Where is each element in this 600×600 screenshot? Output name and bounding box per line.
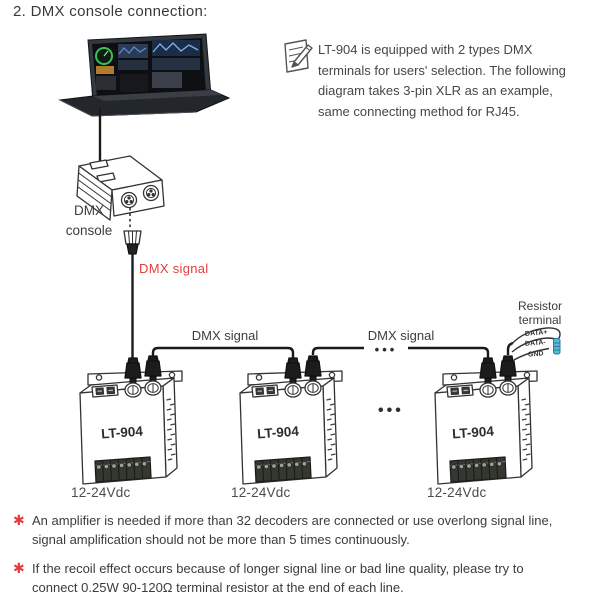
cable-decoder1-to-decoder2 — [153, 348, 293, 359]
note-line: same connecting method for RJ45. — [318, 103, 520, 119]
page-title: 2. DMX console connection: — [13, 3, 208, 20]
note-line: terminals for users' selection. The following — [318, 62, 566, 78]
footnote1-asterisk: ✱ — [13, 512, 25, 528]
ellipsis-signal-line: ••• — [374, 342, 398, 357]
decoder-box-3 — [435, 356, 537, 484]
note-paragraph — [318, 40, 600, 122]
dmx-signal-label-2: DMX signal — [367, 328, 435, 343]
wire-label-data-plus: DATA+ — [524, 329, 548, 338]
wire-label-gnd: GND — [527, 350, 544, 359]
ellipsis-between-decoders: ••• — [378, 402, 404, 419]
footnote1-text: An amplifier is needed if more than 32 decoders are connected or use overlong signal line, signal amplification should not be more than 5 times continuously. — [32, 513, 553, 547]
decoder3-model-label: LT-904 — [451, 423, 495, 442]
note-line: LT-904 is equipped with 2 types DMX — [318, 42, 533, 57]
dmx-console-label: DMX console — [65, 203, 113, 238]
footnote2-text: If the recoil effect occurs because of longer signal line or bad line quality, please try to connect 0.25W 90-120Ω terminal resistor at the end of each line. — [32, 561, 524, 595]
decoder-box-1 — [80, 356, 182, 484]
decoder2-model-label: LT-904 — [256, 423, 300, 442]
wire-label-data-minus: DATA- — [524, 339, 546, 348]
note-line: diagram takes 3-pin XLR as an example, — [318, 83, 553, 98]
decoder1-power-label: 12-24Vdc — [71, 485, 131, 500]
xlr-plug-connector — [124, 231, 141, 254]
decoder3-power-label: 12-24Vdc — [427, 485, 487, 500]
note-icon — [285, 40, 312, 72]
decoder2-power-label: 12-24Vdc — [231, 485, 291, 500]
decoder1-model-label: LT-904 — [100, 423, 144, 442]
laptop-illustration — [60, 34, 229, 116]
dmx-signal-label-red: DMX signal — [139, 261, 209, 276]
footnote2-asterisk: ✱ — [13, 560, 25, 576]
resistor-terminal-label: Resistor terminal — [517, 299, 562, 327]
decoder-box-2 — [240, 356, 342, 484]
dmx-signal-label-1: DMX signal — [191, 328, 259, 343]
